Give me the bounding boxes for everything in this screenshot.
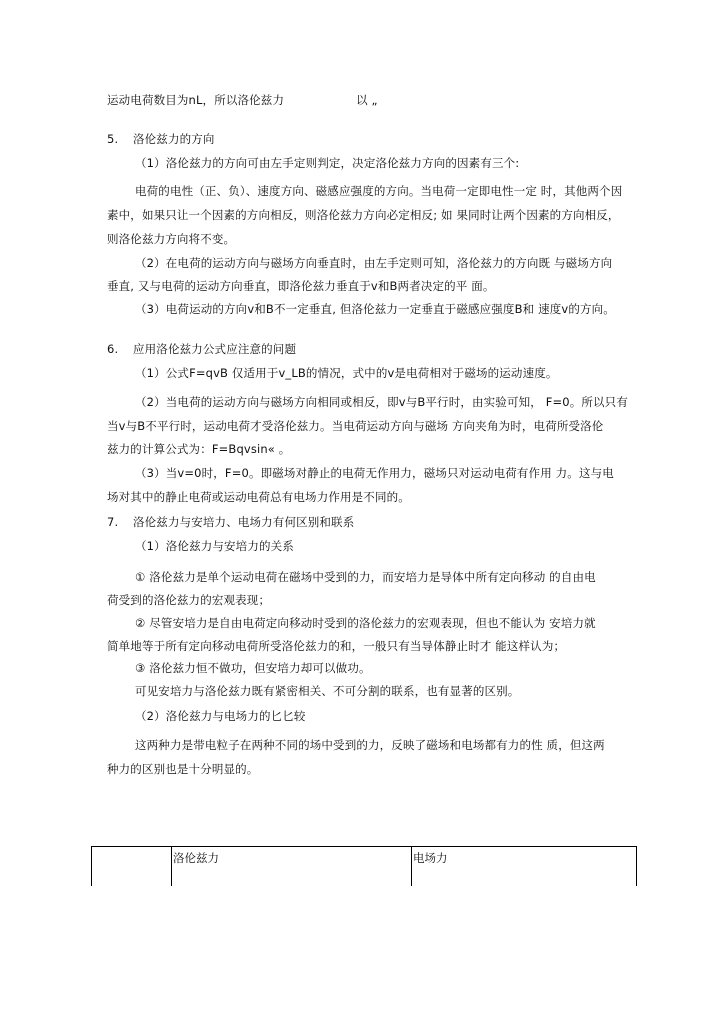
list-item-line: ① 洛伦兹力是单个运动电荷在磁场中受到的力，而安培力是导体中所有定向移动 的自由电 — [135, 570, 596, 584]
paragraph-line: 兹力的计算公式为：F=Bqvsin« 。 — [107, 442, 291, 456]
comparison-table — [91, 846, 637, 886]
paragraph-line: 当v与B不平行时，运动电荷才受洛伦兹力。当电荷运动方向与磁场 方向夹角为时，电荷所受洛伦 — [107, 419, 604, 433]
intro-tail: 以 „ — [356, 93, 378, 107]
table-header-cell — [92, 847, 172, 887]
paragraph-line: 垂直, 又与电荷的运动方向垂直，即洛伦兹力垂直于v和B两者决定的平 面。 — [107, 279, 495, 293]
paragraph-line: 电荷的电性（正、负）、速度方向、磁感应强度的方向。当电荷一定即电性一定 时，其他两个因 — [135, 184, 623, 198]
section-5-heading — [107, 131, 215, 147]
section-title: 洛伦兹力与安培力、电场力有何区别和联系 — [133, 515, 355, 529]
list-item-line: 简单地等于所有定向移动电荷所受洛伦兹力的和，一般只有当导体静止时才 能这样认为； — [107, 639, 566, 653]
table-header-cell: 洛伦兹力 — [172, 847, 412, 887]
section-title: 洛伦兹力的方向 — [133, 132, 215, 146]
section-number: 7. — [107, 515, 119, 529]
intro-text: 运动电荷数目为nL，所以洛伦兹力 — [107, 93, 285, 107]
paragraph-line: 这两种力是带电粒子在两种不同的场中受到的力，反映了磁场和电场都有力的性 质，但这两 — [135, 738, 605, 752]
section-number: 6. — [107, 342, 119, 356]
paragraph: （3）电荷运动的方向v和B不一定垂直, 但洛伦兹力一定垂直于磁感应强度B和 速度v的方向。 — [135, 302, 615, 316]
subheading: （2）洛伦兹力与电场力的匕匕较 — [135, 709, 306, 723]
section-number: 5. — [107, 132, 119, 146]
section-6-heading — [107, 341, 296, 357]
table-header-cell: 电场力 — [412, 847, 637, 887]
paragraph-line: 则洛伦兹力方向将不变。 — [107, 232, 236, 246]
paragraph: （1）公式F=qvB 仅适用于v_LB的情况，式中的v是电荷相对于磁场的运动速度。 — [135, 366, 558, 380]
paragraph-line: （2）在电荷的运动方向与磁场方向垂直时，由左手定则可知，洛伦兹力的方向既 与磁场方向 — [135, 256, 613, 270]
list-item-line: 荷受到的洛伦兹力的宏观表现； — [107, 593, 271, 607]
table-header-row — [92, 847, 637, 887]
list-item-line: ② 尽管安培力是自由电荷定向移动时受到的洛伦兹力的宏观表现，但也不能认为 安培力就 — [135, 616, 596, 630]
paragraph: 可见安培力与洛伦兹力既有紧密相关、不可分割的联系，也有显著的区别。 — [135, 684, 520, 698]
section-7-heading — [107, 514, 354, 530]
paragraph-line: 场对其中的静止电荷或运动电荷总有电场力作用是不同的。 — [107, 490, 410, 504]
section-title: 应用洛伦兹力公式应注意的问题 — [133, 342, 297, 356]
list-item: ③ 洛伦兹力恒不做功，但安培力却可以做功。 — [135, 661, 371, 675]
paragraph: （1）洛伦兹力的方向可由左手定则判定，决定洛伦兹力方向的因素有三个: — [135, 156, 520, 170]
paragraph-line: （3）当v=0时，F=0。即磁场对静止的电荷无作用力，磁场只对运动电荷有作用 力。这与电 — [135, 466, 614, 480]
intro-line — [107, 92, 378, 108]
paragraph-line: 种力的区别也是十分明显的。 — [107, 762, 259, 776]
subheading: （1）洛伦兹力与安培力的关系 — [135, 539, 294, 553]
paragraph-line: （2）当电荷的运动方向与磁场方向相同或相反，即v与B平行时，由实验可知， F=0。所以只有 — [135, 395, 628, 409]
paragraph-line: 素中，如果只让一个因素的方向相反，则洛伦兹力方向必定相反; 如 果同时让两个因素的方向相反， — [107, 208, 620, 222]
